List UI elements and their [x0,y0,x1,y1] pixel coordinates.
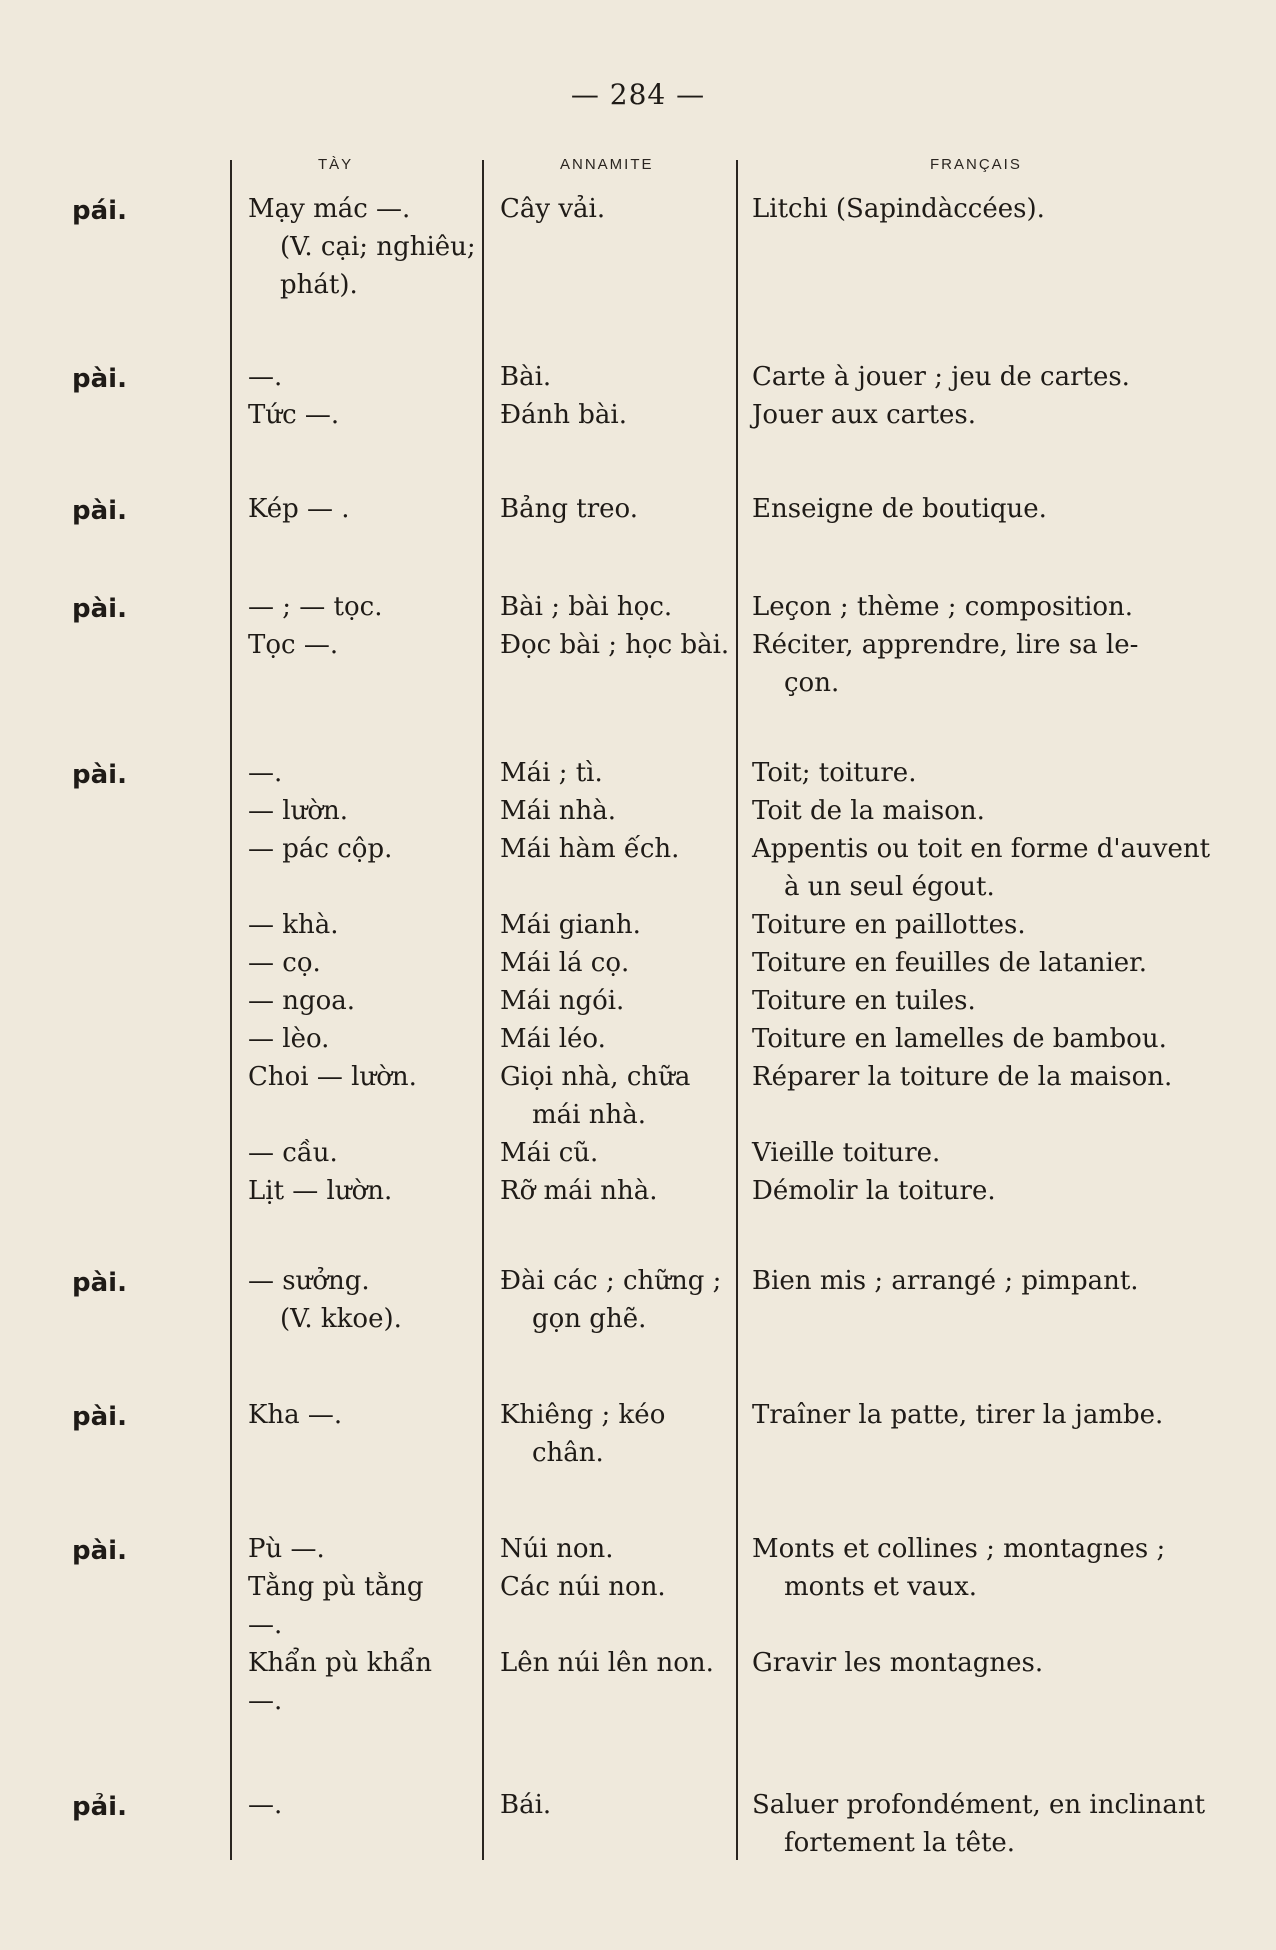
tay-line: — ngoa. [248,986,356,1016]
tay-cell [248,1262,476,1338]
tay-cell [248,490,476,528]
tay-cell [248,358,476,434]
francais-cell [752,1530,1222,1682]
annamite-cell [500,1530,732,1682]
annamite-line: Rỡ mái nhà. [500,1176,658,1206]
francais-line: à un seul égout. [784,872,995,902]
page-number: — 284 — [570,78,706,111]
annamite-line: mái nhà. [532,1100,646,1130]
headword: pài. [72,496,127,526]
francais-line: Bien mis ; arrangé ; pimpant. [752,1266,1139,1296]
annamite-cell [500,190,732,228]
annamite-line: Đài các ; chững ; [500,1266,722,1296]
tay-line: —. [248,362,283,392]
column-rule-middle [482,160,484,1860]
annamite-line: Giọi nhà, chữa [500,1062,691,1092]
tay-cell [248,1786,476,1824]
francais-cell [752,190,1222,228]
tay-cell [248,190,476,304]
annamite-line: chân. [532,1438,604,1468]
annamite-line: Bài. [500,362,552,392]
headword: pái. [72,196,127,226]
header-francais: FRANÇAIS [930,156,1022,173]
tay-line: (V. kkoe). [280,1304,402,1334]
francais-line: Toit de la maison. [752,796,985,826]
annamite-line: Núi non. [500,1534,614,1564]
headword: pài. [72,1402,127,1432]
annamite-line: Mái ngói. [500,986,625,1016]
annamite-cell [500,358,732,434]
tay-line: (V. cại; nghiêu; [280,232,476,262]
annamite-cell [500,1396,732,1472]
francais-cell [752,1786,1222,1862]
francais-line: monts et vaux. [784,1572,978,1602]
tay-line: Kha —. [248,1400,343,1430]
francais-line: Enseigne de boutique. [752,494,1047,524]
annamite-cell [500,1262,732,1338]
tay-line: —. [248,758,283,788]
francais-cell [752,1396,1222,1434]
francais-line: Toiture en paillottes. [752,910,1026,940]
tay-line: Tọc —. [248,630,339,660]
annamite-cell [500,490,732,528]
annamite-line: Bái. [500,1790,552,1820]
francais-line: Toiture en tuiles. [752,986,976,1016]
annamite-cell [500,1786,732,1824]
francais-line: Carte à jouer ; jeu de cartes. [752,362,1130,392]
tay-line: — sưởng. [248,1266,370,1296]
annamite-line: Mái lá cọ. [500,948,630,978]
francais-cell [752,358,1222,434]
headword: pài. [72,364,127,394]
tay-line: Mạy mác —. [248,194,411,224]
tay-line: — ; — tọc. [248,592,383,622]
annamite-line: Mái hàm ếch. [500,834,680,864]
tay-line: — khà. [248,910,339,940]
tay-cell [248,1530,476,1720]
francais-cell [752,754,1222,1210]
annamite-line: Bài ; bài học. [500,592,673,622]
column-rule-left [230,160,232,1860]
francais-line: Appentis ou toit en forme d'auvent [752,834,1211,864]
headword: pài. [72,594,127,624]
annamite-cell [500,754,732,1210]
tay-line: — lèo. [248,1024,330,1054]
column-rule-right [736,160,738,1860]
francais-line: Gravir les montagnes. [752,1648,1044,1678]
francais-line: Saluer profondément, en inclinant [752,1790,1206,1820]
tay-line: phát). [280,270,358,300]
francais-line: Monts et collines ; montagnes ; [752,1534,1166,1564]
tay-line: — lườn. [248,796,348,826]
francais-line: Litchi (Sapindàccées). [752,194,1045,224]
annamite-line: Đánh bài. [500,400,627,430]
annamite-line: Cây vải. [500,194,606,224]
francais-line: Toiture en lamelles de bambou. [752,1024,1167,1054]
francais-line: Traîner la patte, tirer la jambe. [752,1400,1164,1430]
tay-line: —. [248,1610,283,1640]
tay-cell [248,754,476,1210]
tay-line: —. [248,1686,283,1716]
francais-line: Toit; toiture. [752,758,917,788]
tay-line: Pù —. [248,1534,325,1564]
annamite-line: Khiêng ; kéo [500,1400,666,1430]
tay-line: — cọ. [248,948,321,978]
headword: pài. [72,1268,127,1298]
header-tay: TÀY [318,156,354,173]
annamite-line: Đọc bài ; học bài. [500,630,730,660]
francais-line: Vieille toiture. [752,1138,941,1168]
header-annamite: ANNAMITE [560,156,654,173]
tay-line: Tức —. [248,400,340,430]
francais-line: Réciter, apprendre, lire sa le- [752,630,1139,660]
tay-line: Kép — . [248,494,350,524]
francais-line: Leçon ; thème ; composition. [752,592,1134,622]
tay-line: — cầu. [248,1138,338,1168]
francais-cell [752,588,1222,702]
tay-line: Tằng pù tằng [248,1572,424,1602]
francais-line: Toiture en feuilles de latanier. [752,948,1148,978]
francais-line: Réparer la toiture de la maison. [752,1062,1173,1092]
annamite-line: gọn ghẽ. [532,1304,647,1334]
francais-line: Démolir la toiture. [752,1176,996,1206]
francais-cell [752,490,1222,528]
francais-line: çon. [784,668,840,698]
tay-cell [248,588,476,664]
annamite-cell [500,588,732,664]
headword: pài. [72,1536,127,1566]
francais-line: Jouer aux cartes. [752,400,977,430]
francais-cell [752,1262,1222,1300]
annamite-line: Bảng treo. [500,494,638,524]
tay-line: — pác cộp. [248,834,393,864]
annamite-line: Lên núi lên non. [500,1648,714,1678]
annamite-line: Mái gianh. [500,910,641,940]
tay-line: Khẩn pù khẩn [248,1648,432,1678]
annamite-line: Mái ; tì. [500,758,603,788]
tay-line: Lịt — lườn. [248,1176,393,1206]
annamite-line: Mái léo. [500,1024,606,1054]
francais-line: fortement la tête. [784,1828,1016,1858]
annamite-line: Mái nhà. [500,796,616,826]
headword: pài. [72,760,127,790]
annamite-line: Mái cũ. [500,1138,599,1168]
annamite-line: Các núi non. [500,1572,666,1602]
tay-line: Choi — lườn. [248,1062,417,1092]
headword: pải. [72,1792,127,1822]
tay-cell [248,1396,476,1434]
tay-line: —. [248,1790,283,1820]
